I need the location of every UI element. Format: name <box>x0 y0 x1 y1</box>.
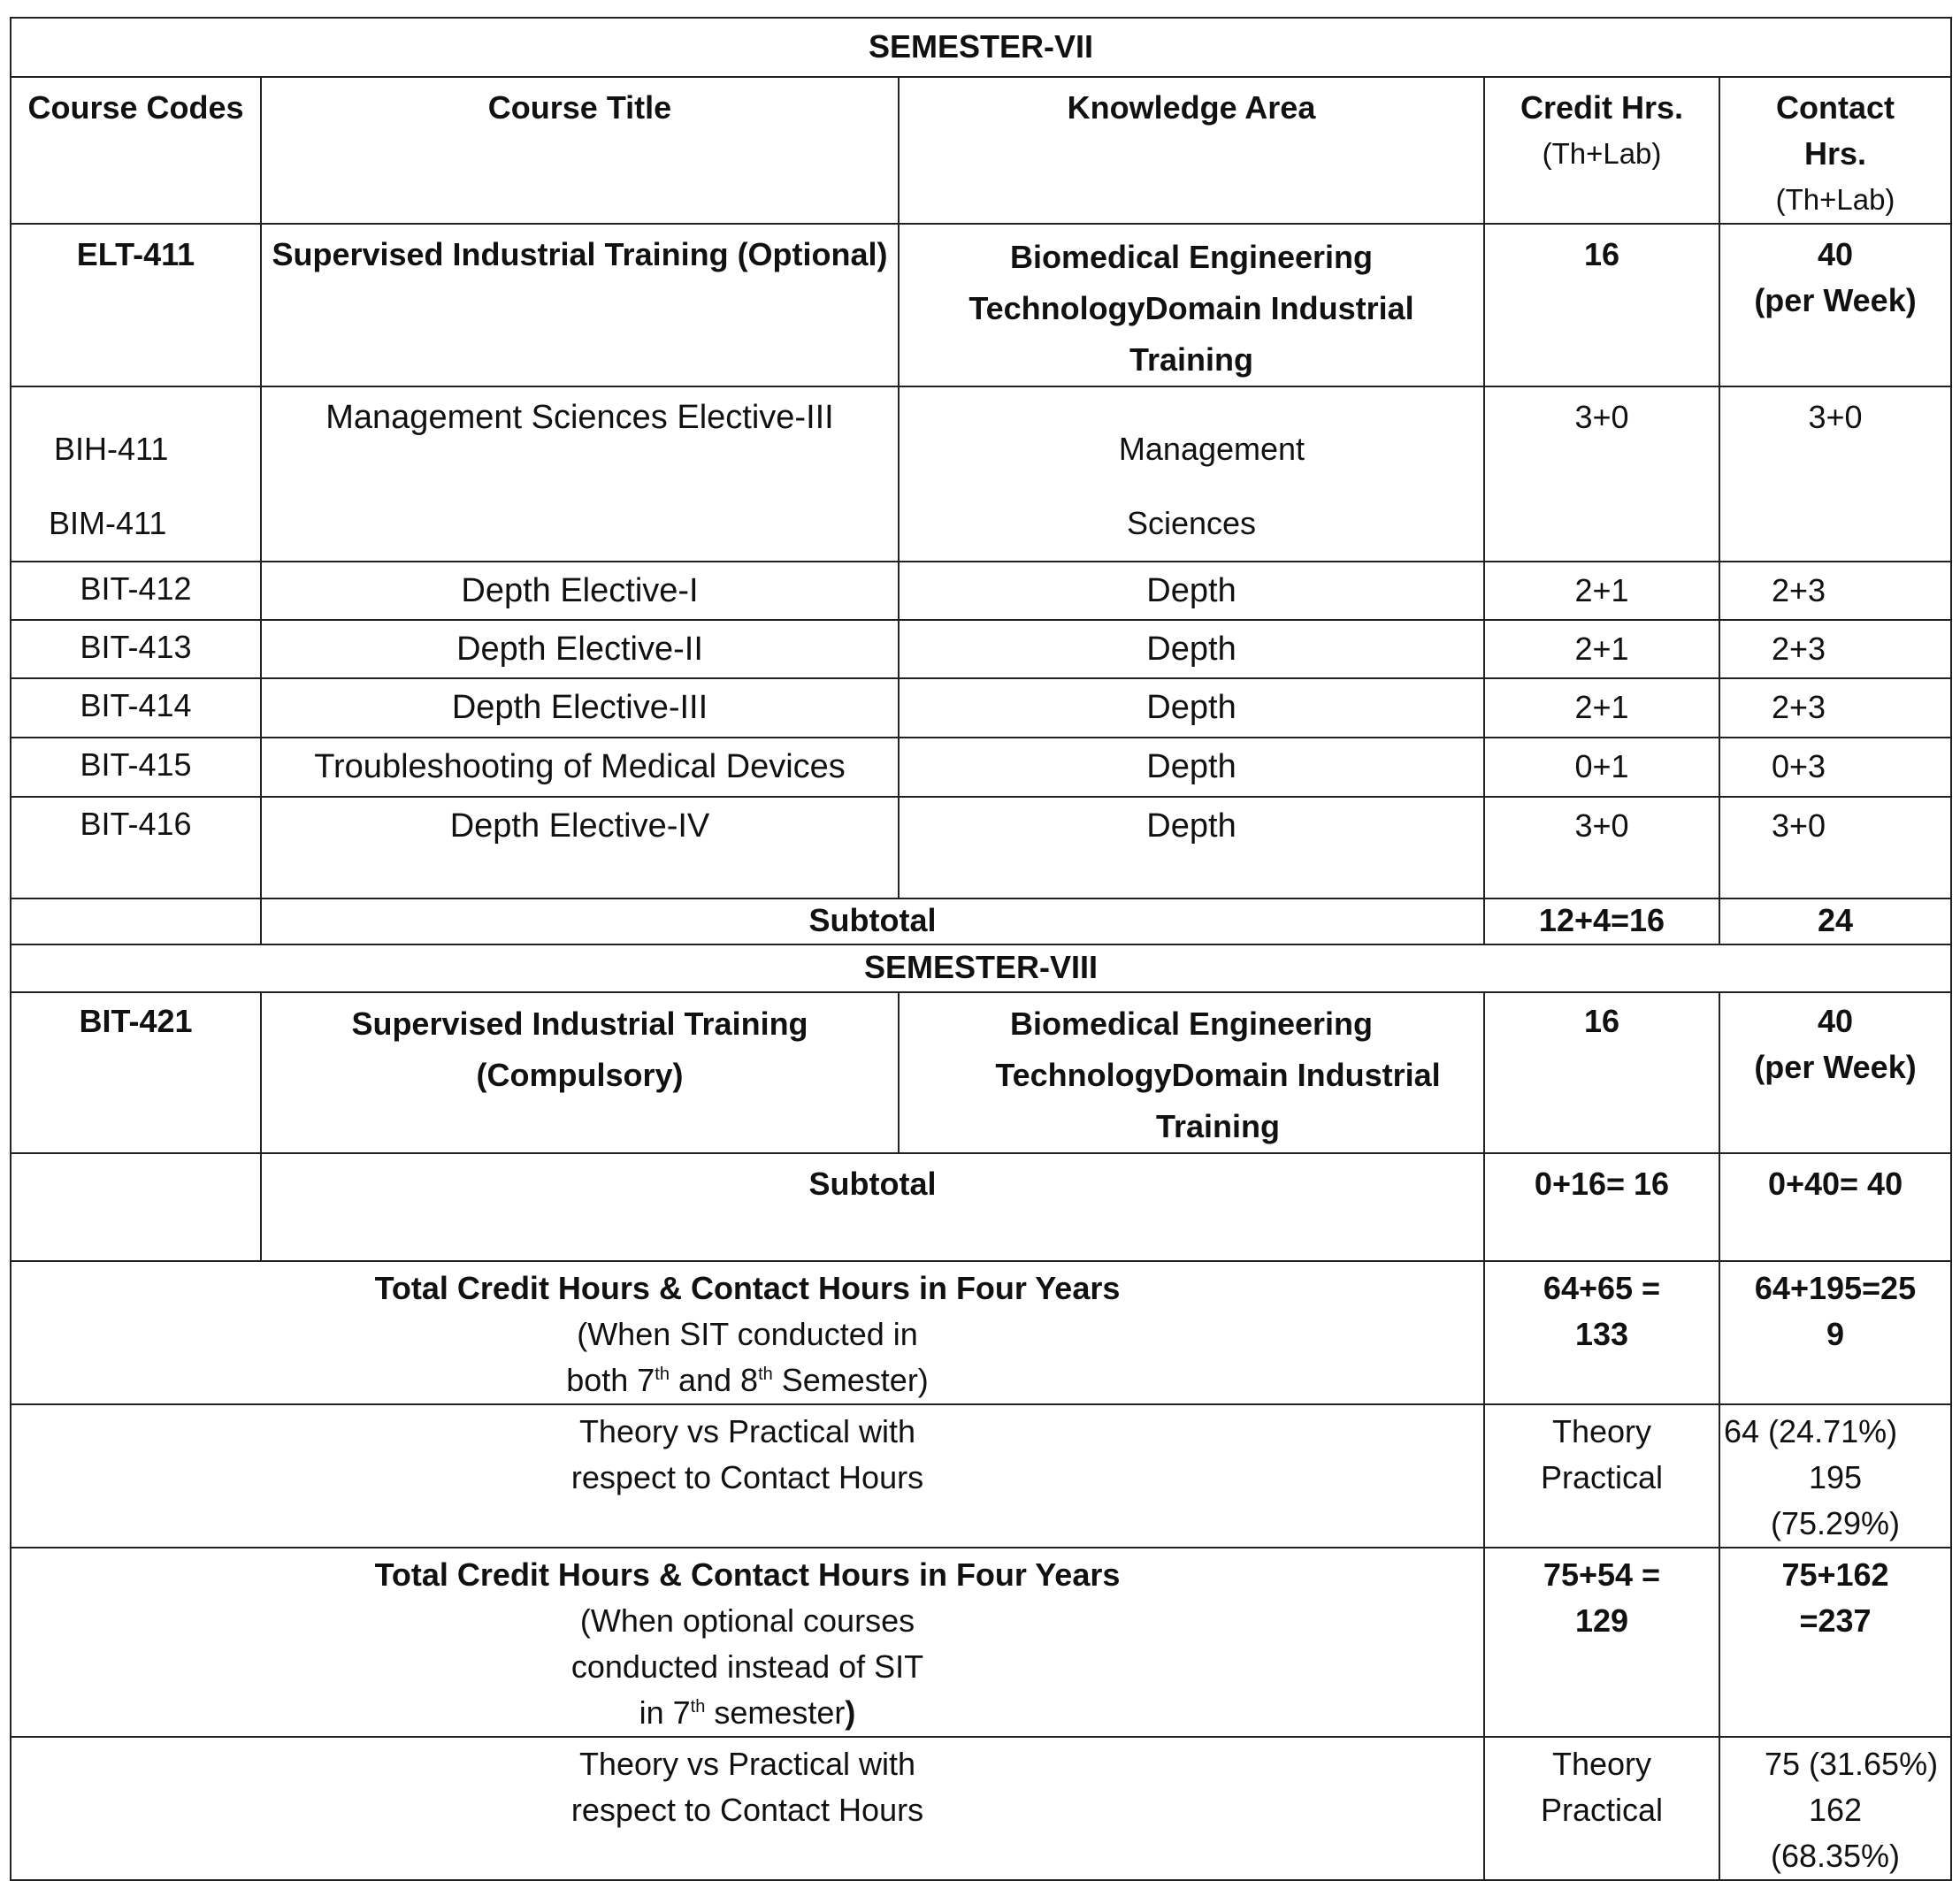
ratio-value-theory: 75 (31.65%) <box>1764 1746 1939 1782</box>
total-note-line: in 7th semester) <box>639 1694 856 1731</box>
credit-hours: 0+1 <box>1484 738 1719 797</box>
header-course-title: Course Title <box>261 77 899 224</box>
header-contact-label-2: Hrs. <box>1804 135 1867 172</box>
course-title: Depth Elective-I <box>261 562 899 620</box>
table-row <box>11 386 1951 562</box>
knowledge-area-line: TechnologyDomain Industrial <box>969 290 1414 326</box>
course-title-line: (Compulsory) <box>476 1057 684 1093</box>
knowledge-area: Depth <box>899 678 1484 738</box>
ratio-labels <box>1484 1737 1719 1880</box>
ratio-description-line: Theory vs Practical with <box>578 1413 916 1449</box>
knowledge-area-line: Management <box>1118 431 1305 467</box>
knowledge-area-line: Biomedical Engineering <box>1009 1005 1374 1042</box>
knowledge-area-line: Training <box>1129 341 1253 378</box>
total-contact-line: =237 <box>1799 1602 1872 1639</box>
total-credit-line: 133 <box>1574 1316 1629 1352</box>
credit-hours: 3+0 <box>1484 386 1719 562</box>
contact-hours: 2+3 <box>1719 562 1951 620</box>
semester-viii-row <box>11 944 1951 992</box>
total-contact-line: 75+162 <box>1781 1556 1889 1593</box>
ratio-label-practical: Practical <box>1540 1792 1664 1828</box>
table-row <box>11 678 1951 738</box>
subtotal-row <box>11 898 1951 944</box>
ratio-value-practical-pct: (75.29%) <box>1770 1505 1901 1541</box>
ratio-value-practical: 195 <box>1808 1459 1863 1495</box>
header-row <box>11 77 1951 224</box>
theory-practical-description <box>11 1737 1484 1880</box>
course-code: BIT-421 <box>11 992 261 1153</box>
knowledge-area-line: Sciences <box>1126 505 1257 541</box>
subtotal-label: Subtotal <box>261 898 1484 944</box>
semester-viii-title: SEMESTER-VIII <box>11 944 1951 992</box>
ratio-values <box>1719 1404 1951 1548</box>
curriculum-table <box>10 17 1952 1881</box>
knowledge-area-line: Training <box>1155 1108 1280 1144</box>
total-heading: Total Credit Hours & Contact Hours in Four Years <box>374 1270 1121 1306</box>
total-credit <box>1484 1261 1719 1404</box>
course-code: BIT-415 <box>11 738 261 797</box>
header-contact-hrs <box>1719 77 1951 224</box>
ratio-description-line: respect to Contact Hours <box>570 1459 924 1495</box>
theory-practical-description <box>11 1404 1484 1548</box>
header-credit-sub: (Th+Lab) <box>1542 137 1662 170</box>
total-optional-row <box>11 1548 1951 1737</box>
subtotal-row <box>11 1153 1951 1261</box>
total-note-line: (When SIT conducted in <box>577 1316 918 1352</box>
total-optional-description <box>11 1548 1484 1737</box>
theory-practical-row <box>11 1737 1951 1880</box>
contact-hours: 2+3 <box>1719 620 1951 678</box>
contact-hours-note: (per Week) <box>1754 282 1917 318</box>
header-contact-label: Contact <box>1776 89 1895 126</box>
total-contact <box>1719 1548 1951 1737</box>
course-code-line: BIM-411 <box>49 505 167 541</box>
total-credit <box>1484 1548 1719 1737</box>
table-row <box>11 562 1951 620</box>
subtotal-credit: 0+16= 16 <box>1484 1153 1719 1261</box>
contact-hours: 2+3 <box>1719 678 1951 738</box>
course-title: Management Sciences Elective-III <box>261 386 899 562</box>
contact-hours <box>1719 992 1951 1153</box>
total-sit-both-description <box>11 1261 1484 1404</box>
contact-hours: 3+0 <box>1719 386 1951 562</box>
course-code: BIT-413 <box>11 620 261 678</box>
total-contact <box>1719 1261 1951 1404</box>
credit-hours: 16 <box>1484 992 1719 1153</box>
course-code: BIT-412 <box>11 562 261 620</box>
subtotal-contact: 0+40= 40 <box>1719 1153 1951 1261</box>
credit-hours: 2+1 <box>1484 562 1719 620</box>
knowledge-area <box>899 386 1484 562</box>
total-note-line: both 7th and 8th Semester) <box>566 1362 929 1398</box>
total-contact-line: 9 <box>1826 1316 1845 1352</box>
ratio-value-practical: 162 <box>1808 1792 1863 1828</box>
course-code-line: BIH-411 <box>54 431 169 467</box>
total-note-line: conducted instead of SIT <box>570 1648 924 1685</box>
ratio-label-theory: Theory <box>1551 1746 1652 1782</box>
credit-hours: 2+1 <box>1484 620 1719 678</box>
knowledge-area: Depth <box>899 620 1484 678</box>
semester-vii-row <box>11 18 1951 77</box>
course-code: BIT-416 <box>11 797 261 898</box>
total-credit-line: 129 <box>1574 1602 1629 1639</box>
credit-hours: 2+1 <box>1484 678 1719 738</box>
credit-hours: 3+0 <box>1484 797 1719 898</box>
course-code: ELT-411 <box>11 224 261 386</box>
header-course-codes: Course Codes <box>11 77 261 224</box>
contact-hours-value: 40 <box>1817 1003 1854 1039</box>
subtotal-empty-cell <box>11 1153 261 1261</box>
course-title-line: Supervised Industrial Training <box>351 1005 808 1042</box>
header-knowledge-area: Knowledge Area <box>899 77 1484 224</box>
table-row <box>11 797 1951 898</box>
total-sit-both-row <box>11 1261 1951 1404</box>
semester-vii-title: SEMESTER-VII <box>11 18 1951 77</box>
ratio-value-theory: 64 (24.71%) <box>1724 1413 1898 1449</box>
ratio-values <box>1719 1737 1951 1880</box>
course-title: Depth Elective-IV <box>261 797 899 898</box>
ratio-description-line: respect to Contact Hours <box>570 1792 924 1828</box>
table-row <box>11 992 1951 1153</box>
table-row <box>11 620 1951 678</box>
knowledge-area: Depth <box>899 797 1484 898</box>
total-note-line: (When optional courses <box>579 1602 915 1639</box>
ratio-label-practical: Practical <box>1540 1459 1664 1495</box>
knowledge-area: Depth <box>899 562 1484 620</box>
table-row <box>11 224 1951 386</box>
ratio-labels <box>1484 1404 1719 1548</box>
total-heading: Total Credit Hours & Contact Hours in Four Years <box>374 1556 1121 1593</box>
header-credit-label: Credit Hrs. <box>1520 89 1684 126</box>
subtotal-empty-cell <box>11 898 261 944</box>
course-title: Depth Elective-II <box>261 620 899 678</box>
knowledge-area <box>899 224 1484 386</box>
contact-hours-value: 40 <box>1817 236 1854 272</box>
table-row <box>11 738 1951 797</box>
knowledge-area <box>899 992 1484 1153</box>
course-code <box>11 386 261 562</box>
ratio-value-practical-pct: (68.35%) <box>1770 1838 1901 1874</box>
total-contact-line: 64+195=25 <box>1754 1270 1917 1306</box>
course-title: Troubleshooting of Medical Devices <box>261 738 899 797</box>
course-title: Depth Elective-III <box>261 678 899 738</box>
total-credit-line: 64+65 = <box>1543 1270 1661 1306</box>
header-credit-hrs <box>1484 77 1719 224</box>
subtotal-credit: 12+4=16 <box>1484 898 1719 944</box>
knowledge-area-line: TechnologyDomain Industrial <box>995 1057 1441 1093</box>
theory-practical-row <box>11 1404 1951 1548</box>
total-credit-line: 75+54 = <box>1543 1556 1661 1593</box>
contact-hours <box>1719 224 1951 386</box>
subtotal-contact: 24 <box>1719 898 1951 944</box>
course-code: BIT-414 <box>11 678 261 738</box>
knowledge-area-line: Biomedical Engineering <box>1009 239 1374 275</box>
course-title <box>261 992 899 1153</box>
subtotal-label: Subtotal <box>261 1153 1484 1261</box>
ratio-description-line: Theory vs Practical with <box>578 1746 916 1782</box>
credit-hours: 16 <box>1484 224 1719 386</box>
contact-hours-note: (per Week) <box>1754 1049 1917 1085</box>
course-title: Supervised Industrial Training (Optional) <box>261 224 899 386</box>
contact-hours: 0+3 <box>1719 738 1951 797</box>
ratio-label-theory: Theory <box>1551 1413 1652 1449</box>
contact-hours: 3+0 <box>1719 797 1951 898</box>
header-contact-sub: (Th+Lab) <box>1775 183 1895 216</box>
knowledge-area: Depth <box>899 738 1484 797</box>
